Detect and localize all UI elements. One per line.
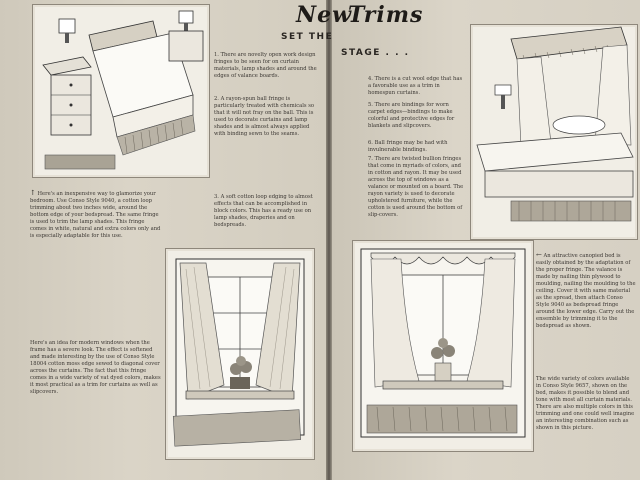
list-item: 7. There are twisted bullion fringes that come in myriads of colors, and in cotton and rayon. It may be used across the top of windows as a valance or mounted on a board. The rayon variety is used to decorate upholstered furniture, while the cotton is used around the bottom of slip-covers. bbox=[368, 156, 464, 218]
canopy-caption-2 bbox=[536, 376, 636, 432]
title-trims: Trims bbox=[348, 2, 424, 28]
list-item: 5. There are bindings for worn carpet edges—bindings to make colorful and protective edges for blankets and slipcovers. bbox=[368, 102, 455, 129]
list-item: 1. There are novelty open work design fringes to be seen for on curtain materials, lamp shades and around the edges of valance boards. bbox=[214, 52, 317, 79]
list-item: 3. A soft cotton loop edging to almost effects that can be accomplished in block colors. This has a ready use on lamp shades, draperies and on bedspreads. bbox=[214, 194, 313, 228]
window-caption-text: Here's an idea for modern windows when the frame has a severe look. The effect is softened and made interesting by the use of Conso Style 18004 cotton moss edge sewed to diagonal cover across the curtains. The fact that this fringe comes in a wide variety of vat dyed colors, makes it most practical as a trim for curtains as well as slipcovers. bbox=[30, 340, 161, 395]
list-item: 6. Ball fringe may be had with invulnerable bindings. bbox=[368, 140, 448, 153]
bedroom-illustration bbox=[32, 4, 210, 178]
window-illustration bbox=[165, 248, 315, 460]
arrow-icon: ← bbox=[536, 251, 542, 259]
arrow-icon: ↑ bbox=[30, 189, 36, 197]
bedroom-caption bbox=[30, 190, 162, 240]
canopy-caption-text: An attractive canopied bed is easily obtained by the adaptation of the proper fringe. The valance is made by nailing thin plywood to moulding, nailing the moulding to the ceiling. Cover it with same material as the spread, then attach Conso Style 9040 as bedspread fringe around the lower edge. Carry out the ensemble by trimming it to the bedspread as shown. bbox=[536, 253, 636, 329]
subtitle-set-the: SET THE bbox=[281, 32, 334, 42]
ruffled-window-illustration bbox=[352, 240, 534, 452]
title-new: New bbox=[296, 2, 353, 28]
canopy-bed-illustration bbox=[470, 24, 638, 240]
canopy-caption bbox=[536, 252, 636, 330]
window-caption bbox=[30, 340, 162, 396]
list-item: 2. A rayon-spun ball fringe is particularly treated with chemicals so that it will not fray on the ball. This is used to decorate curtains and lamp shades and is almost always applied with binding sewn to the seams. bbox=[214, 96, 315, 137]
bedroom-caption-text: Here's an inexpensive way to glamorize your bedroom. Use Conso Style 9040, a cotton loop trimming about two inches wide, around the bottom edge of your bedspread. The same fringe is used to trim the lamp shades. This fringe comes in white, natural and extra colors only and is especially adaptable for this use. bbox=[30, 191, 161, 239]
canopy-caption-2-text: The wide variety of colors available in Conso Style 9657, shown on the bed, makes it possible to blend and tone with most all curtain materials. There are also multiple colors in this trimming and one could well imagine an interesting combination such as shown in this picture. bbox=[536, 376, 635, 431]
list-item: 4. There is a cut wool edge that has a favorable use as a trim in homespun curtains. bbox=[368, 76, 463, 96]
subtitle-stage: STAGE . . . bbox=[341, 48, 410, 58]
